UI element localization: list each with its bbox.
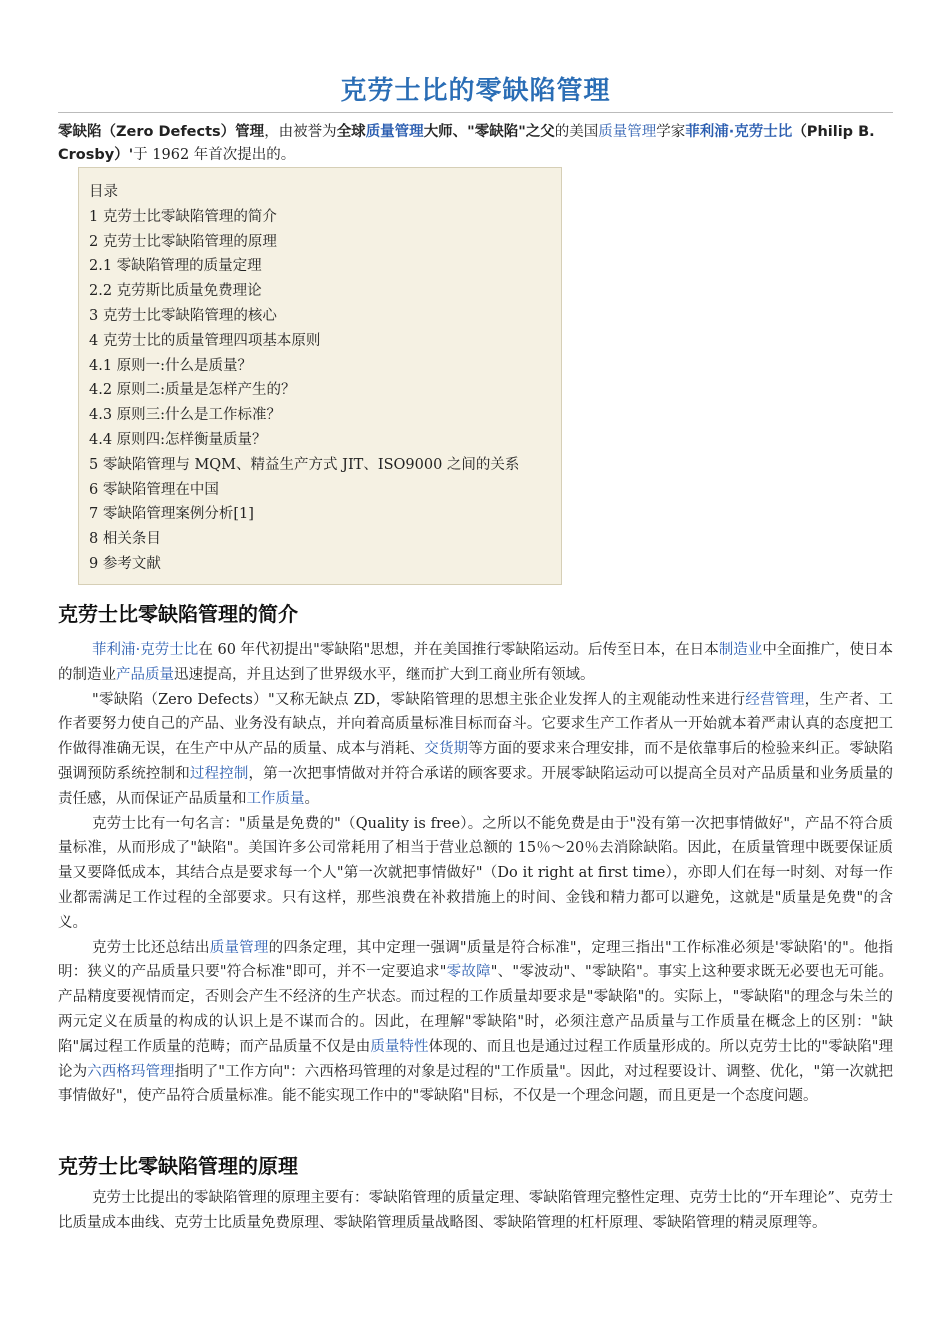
link-quality-management[interactable]: 质量管理 (365, 124, 424, 140)
intro-text: ，由被誉为 (264, 124, 337, 140)
table-of-contents (78, 167, 562, 585)
text: 中全面推广，使日本的制造业 (58, 642, 894, 683)
toc-item[interactable]: 6 零缺陷管理在中国 (89, 481, 219, 498)
toc-item[interactable]: 4.4 原则四:怎样衡量质量？ (89, 431, 267, 448)
link-quality-management[interactable]: 质量管理 (209, 939, 269, 956)
intro-paragraph (58, 121, 893, 167)
toc-item[interactable]: 5 零缺陷管理与 MQM、精益生产方式 JIT、ISO9000 之间的关系 (89, 456, 520, 473)
toc-item[interactable]: 8 相关条目 (89, 531, 161, 548)
toc-heading: 目录 (89, 184, 118, 200)
intro-text-bold: 全球 (336, 124, 366, 140)
title-divider (58, 112, 893, 113)
text: 克劳士比还总结出 (92, 939, 210, 956)
toc-item[interactable]: 7 零缺陷管理案例分析[1] (89, 506, 254, 523)
paragraph (58, 638, 893, 688)
text: ，第一次把事情做对并符合承诺的顾客要求。开展零缺陷运动可以提高全员对产品质量和业务质量的责任感，从而保证产品质量和 (58, 765, 894, 807)
text: "零缺陷（Zero Defects）"又称无缺点 ZD，零缺陷管理的思想主张企业发挥人的主观能动性来进行 (92, 691, 746, 708)
toc-item[interactable]: 4.1 原则一:什么是质量？ (89, 357, 253, 374)
toc-item[interactable]: 1 克劳士比零缺陷管理的简介 (89, 208, 277, 225)
link-six-sigma[interactable]: 六西格玛管理 (87, 1063, 175, 1080)
text: ，生产者、工作者要努力使自己的产品、业务没有缺点，并向着高质量标准目标而奋斗。它要求生产工作者从一开始就本着严肃认真的态度把工作做得准确无误，在生产中从产品的质量、成本与消耗、 (58, 691, 893, 758)
toc-item[interactable]: 4 克劳士比的质量管理四项基本原则 (89, 332, 321, 349)
link-manufacturing[interactable]: 制造业 (718, 642, 763, 658)
document-page (58, 0, 894, 1231)
link-work-quality[interactable]: 工作质量 (246, 790, 305, 807)
text: "、"零波动"、"零缺陷"。事实上这种要求既无必要也无可能。产品精度要视情而定，否则会产生不经济的生产状态。而过程的工作质量却要求是"零缺陷"的。实际上，"零缺陷"的理念与朱兰的两元定义在质量的构成的认识上是不谋而合的。因此，在理解"零缺陷"时，必须注意产品质量与工作质量在概念上的区别："缺陷"属过程工作质量的范畴；而产品质量不仅是由 (58, 964, 893, 1055)
link-philip-crosby[interactable]: 菲利浦·克劳士比 (92, 642, 199, 658)
link-delivery-time[interactable]: 交货期 (424, 741, 469, 758)
intro-text: 于 1962 年首次提出的。 (133, 147, 296, 163)
intro-text-bold: （Philip B. Crosby）' (58, 124, 875, 163)
section-heading-intro: 克劳士比零缺陷管理的简介 (58, 602, 298, 626)
text: 等方面的要求来合理安排，而不是依靠事后的检验来纠正。零缺陷强调预防系统控制和 (58, 741, 894, 782)
intro-text: 的美国 (554, 124, 599, 140)
toc-item[interactable]: 4.2 原则二:质量是怎样产生的？ (89, 382, 296, 399)
section-heading-principles: 克劳士比零缺陷管理的原理 (58, 1154, 298, 1178)
paragraph (58, 936, 893, 1110)
paragraph (58, 688, 893, 812)
toc-item[interactable]: 4.3 原则三:什么是工作标准？ (89, 407, 282, 424)
paragraph: 克劳士比有一句名言："质量是免费的"（Quality is free）。之所以不能免费是由于"没有第一次把事情做好"，产品不符合质量标准，从而形成了"缺陷"。美国许多公司常耗用了相当于营业总额的 15％～20％去消除缺陷。因此，在质量管理中既要保证质量又要降低成本，其结合点是要求每一个人"第一次就把事情做好"（Do it right at first time），亦即人们在每一时刻、对每一作业都需满足工作过程的全部要求。只有这样，那些浪费在补救措施上的时间、金钱和精力都可以避免，这就是"质量是免费"的含义。 (58, 815, 893, 931)
text: 指明了"工作方向"：六西格玛管理的对象是过程的"工作质量"。因此，对过程要设计、调整、优化，"第一次就把事情做好"，使产品符合质量标准。能不能实现工作中的"零缺陷"目标，不仅是一个理念问题，而且更是一个态度问题。 (58, 1063, 894, 1105)
link-quality-characteristics[interactable]: 质量特性 (370, 1038, 429, 1055)
link-business-management[interactable]: 经营管理 (745, 691, 805, 708)
link-process-control[interactable]: 过程控制 (189, 765, 249, 782)
intro-term: 零缺陷（Zero Defects）管理 (58, 124, 265, 140)
text: 在 60 年代初提出"零缺陷"思想，并在美国推行零缺陷运动。后传至日本，在日本 (198, 642, 719, 658)
section-intro-body (58, 638, 893, 1109)
toc-item[interactable]: 2 克劳士比零缺陷管理的原理 (89, 233, 277, 250)
toc-item[interactable]: 9 参考文献 (89, 555, 161, 572)
link-philip-crosby[interactable]: 菲利浦·克劳士比 (685, 124, 793, 140)
paragraph: 克劳士比提出的零缺陷管理的原理主要有：零缺陷管理的质量定理、零缺陷管理完整性定理、克劳士比的“开车理论”、克劳士比质量成本曲线、克劳士比质量免费原理、零缺陷管理质量战略图、零缺陷管理的杠杆原理、零缺陷管理的精灵原理等。 (58, 1190, 893, 1231)
toc-item[interactable]: 2.1 零缺陷管理的质量定理 (89, 258, 262, 275)
page-title: 克劳士比的零缺陷管理 (340, 76, 611, 106)
toc-item[interactable]: 2.2 克劳斯比质量免费理论 (89, 283, 262, 300)
text: 体现的、而且也是通过过程工作质量形成的。所以克劳士比的"零缺陷"理论为 (58, 1038, 894, 1080)
section-principles-body (58, 1186, 893, 1236)
link-quality-management[interactable]: 质量管理 (598, 124, 657, 140)
text: 。 (304, 790, 319, 807)
link-zero-failure[interactable]: 零故障 (446, 964, 491, 981)
text: 的四条定理，其中定理一强调"质量是符合标准"，定理三指出"工作标准必须是'零缺陷'的"。他指明：狭义的产品质量只要"符合标准"即可，并不一定要追求" (58, 939, 894, 981)
intro-text-bold: 大师、"零缺陷"之父 (423, 124, 555, 140)
text: 迅速提高，并且达到了世界级水平，继而扩大到工商业所有领域。 (174, 666, 595, 683)
intro-text: 学家 (656, 124, 686, 140)
link-product-quality[interactable]: 产品质量 (116, 666, 174, 683)
toc-item[interactable]: 3 克劳士比零缺陷管理的核心 (89, 307, 277, 324)
